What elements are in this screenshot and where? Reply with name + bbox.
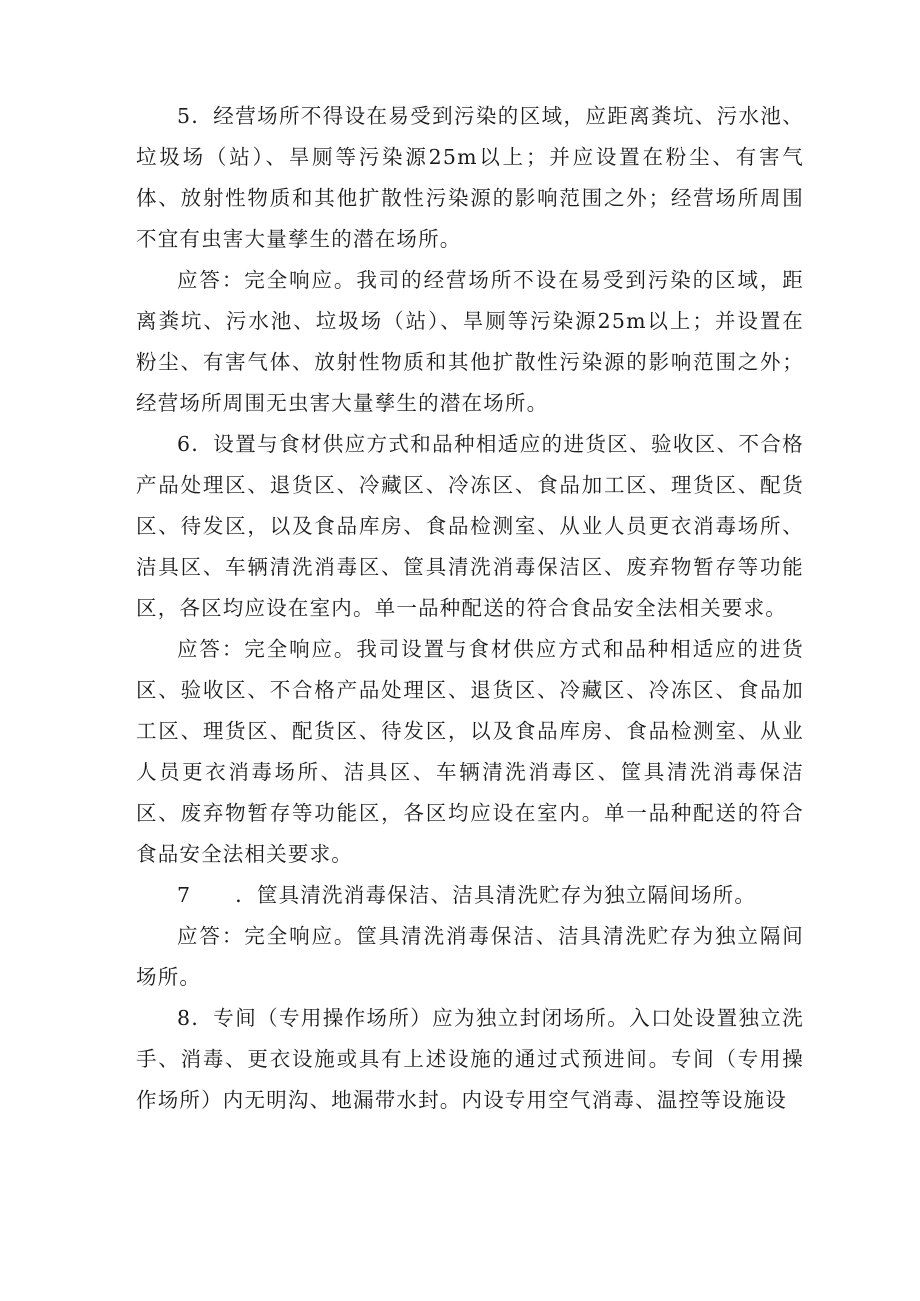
clause-7-text: ．筐具清洗消毒保洁、洁具清洗贮存为独立隔间场所。: [235, 883, 757, 907]
response-7: 应答：完全响应。筐具清洗消毒保洁、洁具清洗贮存为独立隔间场所。: [136, 924, 804, 989]
document-body: [136, 96, 804, 1121]
response-6: 应答：完全响应。我司设置与食材供应方式和品种相适应的进货区、验收区、不合格产品处理区、退货区、冷藏区、冷冻区、食品加工区、理货区、配货区、待发区，以及食品库房、食品检测室、从业人员更衣消毒场所、洁具区、车辆清洗消毒区、筐具清洗消毒保洁区、废弃物暂存等功能区，各区均应设在室内。单一品种配送的符合食品安全法相关要求。: [136, 637, 804, 866]
clause-7: [136, 875, 804, 916]
clause-8: 8．专间（专用操作场所）应为独立封闭场所。入口处设置独立洗手、消毒、更衣设施或具有上述设施的通过式预进间。专间（专用操作场所）内无明沟、地漏带水封。内设专用空气消毒、温控等设施设: [136, 1006, 804, 1112]
clause-5: 5．经营场所不得设在易受到污染的区域，应距离粪坑、污水池、垃圾场（站）、旱厕等污染源25m以上；并应设置在粉尘、有害气体、放射性物质和其他扩散性污染源的影响范围之外；经营场所周围不宜有虫害大量孳生的潜在场所。: [136, 104, 804, 251]
response-5: 应答：完全响应。我司的经营场所不设在易受到污染的区域，距离粪坑、污水池、垃圾场（站）、旱厕等污染源25m以上；并设置在粉尘、有害气体、放射性物质和其他扩散性污染源的影响范围之外；经营场所周围无虫害大量孳生的潜在场所。: [136, 268, 804, 415]
clause-6: 6．设置与食材供应方式和品种相适应的进货区、验收区、不合格产品处理区、退货区、冷藏区、冷冻区、食品加工区、理货区、配货区、待发区，以及食品库房、食品检测室、从业人员更衣消毒场所、洁具区、车辆清洗消毒区、筐具清洗消毒保洁区、废弃物暂存等功能区，各区均应设在室内。单一品种配送的符合食品安全法相关要求。: [136, 432, 804, 620]
clause-7-number: 7: [177, 883, 192, 907]
